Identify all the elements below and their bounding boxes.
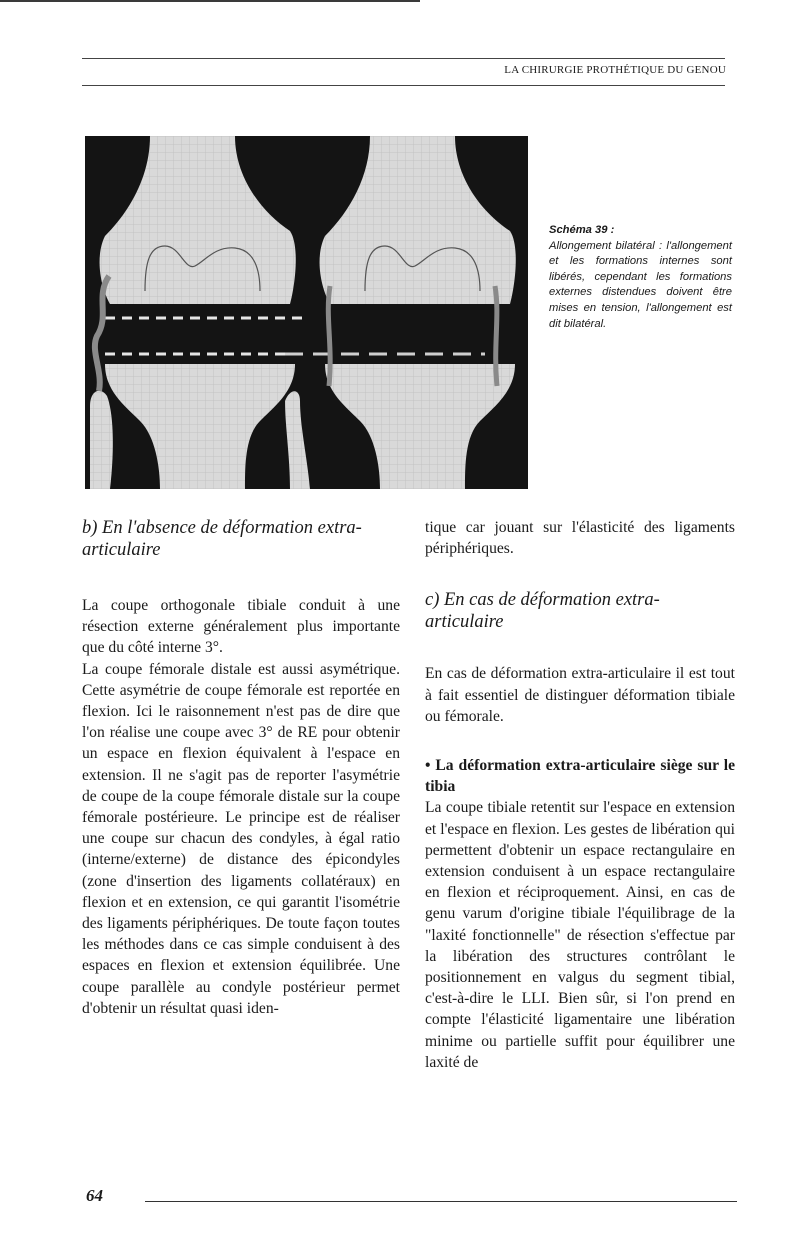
- right-column: [425, 517, 735, 1073]
- paragraph-continuation: tique car jouant sur l'élasticité des ligaments périphériques.: [425, 519, 735, 558]
- paragraph-femoral-cut: La coupe fémorale distale est aussi asymétrique. Cette asymétrie de coupe fémorale est reportée en flexion. Ici le raisonnement n'est pas de dire que l'on réalise une coupe avec 3° de RE pour obtenir un espace en flexion équivalent à l'espace en extension. Il ne s'agit pas de reporter l'asymétrie de coupe de la coupe fémorale distale sur la coupe fémorale postérieure. Le principe est de réaliser une coupe sur chacun des condyles, à égal ratio (interne/externe) de distance des épicondyles (zone d'insertion des ligaments collatéraux) en flexion et en extension, ce qui garantit l'isométrie des ligaments périphériques. De toute façon toutes les méthodes dans ce cas simple conduisent à des espaces en flexion et extension équilibrée. Une coupe parallèle au condyle postérieur permet d'obtenir un résultat quasi iden-: [82, 660, 400, 1017]
- header-rule-top: [82, 58, 725, 59]
- paragraph-tibia: La coupe tibiale retentit sur l'espace en extension et l'espace en flexion. Les gestes de libération qui permettent d'obtenir un espace rectangulaire en extension conduisent à un espace rectangulaire en flexion et réciproquement. Ainsi, en cas de genu varum d'origine tibiale l'équilibrage de la "laxité fonctionnelle" de résection s'effectue par la libération des structures contrôlant le positionnement en valgus du segment tibial, c'est-à-dire le LLI. Bien sûr, si l'on prend en compte l'élasticité ligamentaire une libération minime ou partielle suffit pour équilibrer une laxité de: [425, 799, 735, 1071]
- caption-title: Schéma 39 :: [549, 224, 615, 236]
- figure-caption: [549, 223, 732, 332]
- left-column: [82, 517, 400, 1019]
- header-rule-bottom: [82, 85, 725, 86]
- bullet-heading-tibia: • La déformation extra-articulaire siège sur le tibia: [425, 757, 735, 796]
- footer-rule: [145, 1201, 737, 1202]
- page-number: 64: [86, 1186, 103, 1205]
- caption-text: Allongement bilatéral : l'allongement et les formations internes sont libérés, cependant les formations externes distendues doivent être mises en tension, l'allongement est dit bilatéral.: [549, 239, 732, 330]
- paragraph-intro: En cas de déformation extra-articulaire il est tout à fait essentiel de distinguer déformation tibiale ou fémorale.: [425, 665, 735, 725]
- section-heading-c: c) En cas de déformation extra-articulaire: [425, 590, 660, 633]
- paragraph-tibial-cut: La coupe orthogonale tibiale conduit à une résection externe généralement plus importante que du côté interne 3°.: [82, 597, 400, 657]
- knee-schematic-figure: [85, 136, 528, 489]
- scan-edge-line: [0, 0, 420, 2]
- running-header: LA CHIRURGIE PROTHÉTIQUE DU GENOU: [504, 64, 726, 76]
- section-heading-b: b) En l'absence de déformation extra-articulaire: [82, 518, 362, 560]
